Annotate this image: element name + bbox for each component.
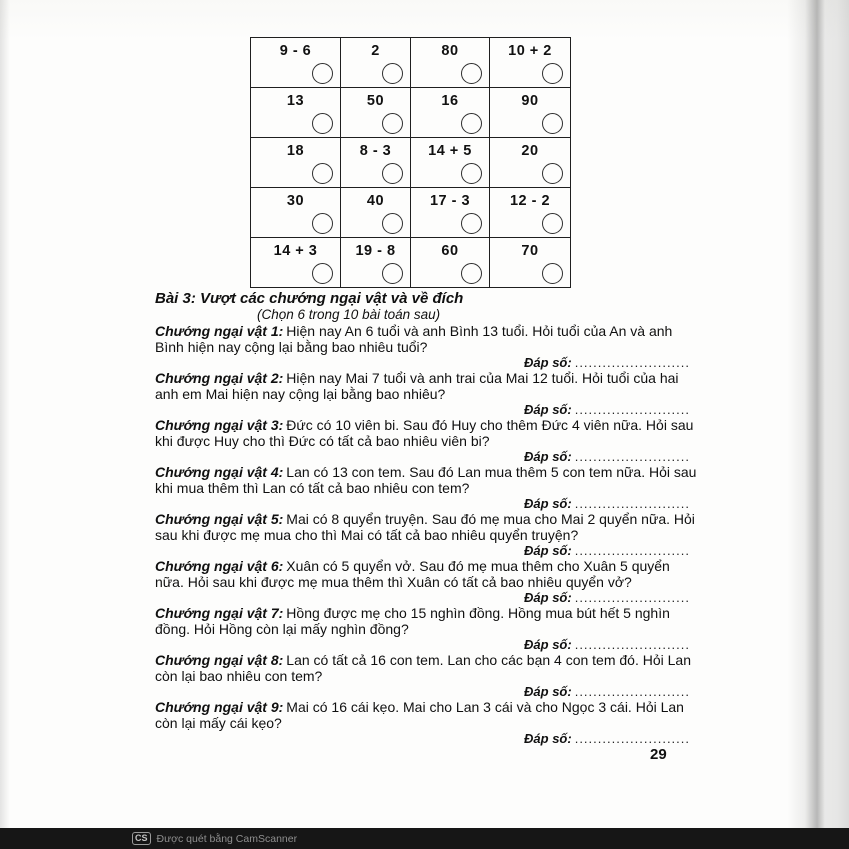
- page-number: 29: [650, 746, 667, 763]
- answer-circle: [382, 113, 403, 134]
- answer-circle: [312, 213, 333, 234]
- grid-cell: [411, 138, 490, 188]
- problem-2: [155, 371, 698, 416]
- cell-value: 19 - 8: [355, 243, 396, 259]
- grid-cell: [341, 138, 411, 188]
- answer-line: [155, 450, 698, 463]
- page-edge-shadow-left: [0, 0, 10, 828]
- answer-circle: [312, 63, 333, 84]
- answer-label: Đáp số:: [524, 637, 572, 652]
- grid-row: [251, 188, 571, 238]
- grid-row: [251, 38, 571, 88]
- problem-text: Hồng được mẹ cho 15 nghìn đồng. Hồng mua bút hết 5 nghìn đồng. Hỏi Hồng còn lại mấy nghìn đồng?: [155, 605, 670, 637]
- problem-4: [155, 465, 698, 510]
- answer-line: [155, 356, 698, 369]
- grid-row: [251, 238, 571, 288]
- problem-label: Chướng ngại vật 3:: [155, 417, 284, 433]
- camscanner-bar: [0, 828, 849, 849]
- problem-text: Hiện nay Mai 7 tuổi và anh trai của Mai 12 tuổi. Hỏi tuổi của hai anh em Mai hiện nay cộng lại bằng bao nhiêu?: [155, 370, 679, 402]
- grid-cell: [490, 238, 571, 288]
- grid-cell: [251, 138, 341, 188]
- problem-3: [155, 418, 698, 463]
- grid-cell: [411, 238, 490, 288]
- problem-text: Xuân có 5 quyển vở. Sau đó mẹ mua thêm cho Xuân 5 quyển nữa. Hỏi sau khi được mẹ mua thêm thì Xuân có tất cả bao nhiêu quyển vở?: [155, 558, 670, 590]
- grid-cell: [341, 188, 411, 238]
- answer-circle: [542, 113, 563, 134]
- answer-circle: [382, 63, 403, 84]
- problem-text: Đức có 10 viên bi. Sau đó Huy cho thêm Đức 4 viên nữa. Hỏi sau khi được Huy cho thì Đức có tất cả bao nhiêu viên bi?: [155, 417, 694, 449]
- cell-value: 20: [521, 143, 539, 159]
- answer-dots: .........................: [574, 637, 690, 652]
- answer-circle: [542, 263, 563, 284]
- grid-cell: [490, 88, 571, 138]
- answer-dots: .........................: [574, 355, 690, 370]
- answer-line: [155, 638, 698, 651]
- problem-text: Hiện nay An 6 tuổi và anh Bình 13 tuổi. Hỏi tuổi của An và anh Bình hiện nay cộng lại bằng bao nhiêu tuổi?: [155, 323, 673, 355]
- answer-circle: [461, 263, 482, 284]
- answer-label: Đáp số:: [524, 543, 572, 558]
- answer-label: Đáp số:: [524, 684, 572, 699]
- answer-line: [155, 732, 698, 745]
- answer-circle: [461, 63, 482, 84]
- grid-cell: [341, 88, 411, 138]
- cell-value: 18: [286, 143, 305, 159]
- cell-value: 16: [441, 93, 459, 109]
- answer-circle: [382, 213, 403, 234]
- grid-cell: [490, 188, 571, 238]
- cell-value: 10 + 2: [508, 43, 552, 59]
- exercise-title: [155, 291, 698, 307]
- exercise-subtitle: (Chọn 6 trong 10 bài toán sau): [257, 307, 441, 322]
- answer-label: Đáp số:: [524, 449, 572, 464]
- problem-label: Chướng ngại vật 5:: [155, 511, 284, 527]
- cell-value: 12 - 2: [509, 193, 551, 209]
- answer-label: Đáp số:: [524, 402, 572, 417]
- answer-label: Đáp số:: [524, 731, 572, 746]
- cell-value: 90: [521, 93, 539, 109]
- grid-cell: [490, 38, 571, 88]
- grid-cell: [341, 38, 411, 88]
- grid-cell: [411, 188, 490, 238]
- answer-circle: [312, 113, 333, 134]
- exercise-label: Bài 3:: [155, 290, 196, 307]
- grid-cell: [251, 88, 341, 138]
- answer-dots: .........................: [574, 402, 690, 417]
- answer-line: [155, 544, 698, 557]
- grid-cell: [341, 238, 411, 288]
- answer-line: [155, 591, 698, 604]
- answer-label: Đáp số:: [524, 590, 572, 605]
- answer-circle: [461, 213, 482, 234]
- cell-value: 17 - 3: [429, 193, 471, 209]
- answer-dots: .........................: [574, 449, 690, 464]
- answer-line: [155, 497, 698, 510]
- answer-circle: [312, 163, 333, 184]
- answer-dots: .........................: [574, 496, 690, 511]
- exercise-content: [155, 291, 698, 745]
- grid-cell: [251, 38, 341, 88]
- answer-circle: [382, 163, 403, 184]
- problem-label: Chướng ngại vật 6:: [155, 558, 284, 574]
- cell-value: 14 + 5: [428, 143, 472, 159]
- problem-5: [155, 512, 698, 557]
- answer-dots: .........................: [574, 590, 690, 605]
- problem-label: Chướng ngại vật 4:: [155, 464, 284, 480]
- problem-label: Chướng ngại vật 1:: [155, 323, 284, 339]
- cell-value: 13: [286, 93, 305, 109]
- grid-cell: [251, 188, 341, 238]
- grid-cell: [490, 138, 571, 188]
- answer-label: Đáp số:: [524, 496, 572, 511]
- problem-8: [155, 653, 698, 698]
- problem-7: [155, 606, 698, 651]
- grid-cell: [411, 38, 490, 88]
- camscanner-text: Được quét bằng CamScanner: [156, 832, 298, 845]
- answer-label: Đáp số:: [524, 355, 572, 370]
- answer-circle: [542, 213, 563, 234]
- grid-row: [251, 88, 571, 138]
- answer-line: [155, 403, 698, 416]
- problem-label: Chướng ngại vật 8:: [155, 652, 284, 668]
- cell-value: 30: [286, 193, 305, 209]
- problem-label: Chướng ngại vật 9:: [155, 699, 284, 715]
- problem-9: [155, 700, 698, 745]
- answer-circle: [461, 113, 482, 134]
- problem-text: Lan có 13 con tem. Sau đó Lan mua thêm 5 con tem nữa. Hỏi sau khi mua thêm thì Lan có tất cả bao nhiêu con tem?: [155, 464, 697, 496]
- cell-value: 50: [366, 93, 385, 109]
- cell-value: 70: [521, 243, 539, 259]
- answer-line: [155, 685, 698, 698]
- problem-6: [155, 559, 698, 604]
- grid-cell: [251, 238, 341, 288]
- answer-circle: [312, 263, 333, 284]
- answer-circle: [542, 163, 563, 184]
- answer-grid: [250, 37, 571, 288]
- answer-circle: [542, 63, 563, 84]
- cell-value: 14 + 3: [273, 243, 318, 259]
- cell-value: 8 - 3: [359, 143, 392, 159]
- cell-value: 80: [441, 43, 459, 59]
- page-edge-shadow-right: [787, 0, 849, 828]
- problem-label: Chướng ngại vật 2:: [155, 370, 284, 386]
- answer-circle: [382, 263, 403, 284]
- exercise-title-text: Vượt các chướng ngại vật và về đích: [200, 290, 464, 307]
- cell-value: 60: [441, 243, 459, 259]
- grid-row: [251, 138, 571, 188]
- answer-dots: .........................: [574, 684, 690, 699]
- grid-cell: [411, 88, 490, 138]
- problem-label: Chướng ngại vật 7:: [155, 605, 284, 621]
- problem-1: [155, 324, 698, 369]
- cell-value: 9 - 6: [279, 43, 312, 59]
- camscanner-logo: CS: [132, 832, 151, 845]
- answer-dots: .........................: [574, 543, 690, 558]
- problem-text: Lan có tất cả 16 con tem. Lan cho các bạn 4 con tem đó. Hỏi Lan còn lại bao nhiêu con tem?: [155, 652, 691, 684]
- answer-circle: [461, 163, 482, 184]
- problem-text: Mai có 16 cái kẹo. Mai cho Lan 3 cái và cho Ngọc 3 cái. Hỏi Lan còn lại mấy cái kẹo?: [155, 699, 684, 731]
- cell-value: 40: [366, 193, 385, 209]
- problem-text: Mai có 8 quyển truyện. Sau đó mẹ mua cho Mai 2 quyển nữa. Hỏi sau khi được mẹ mua cho thì Mai có tất cả bao nhiêu quyển truyện?: [155, 511, 695, 543]
- cell-value: 2: [371, 43, 380, 59]
- answer-dots: .........................: [574, 731, 690, 746]
